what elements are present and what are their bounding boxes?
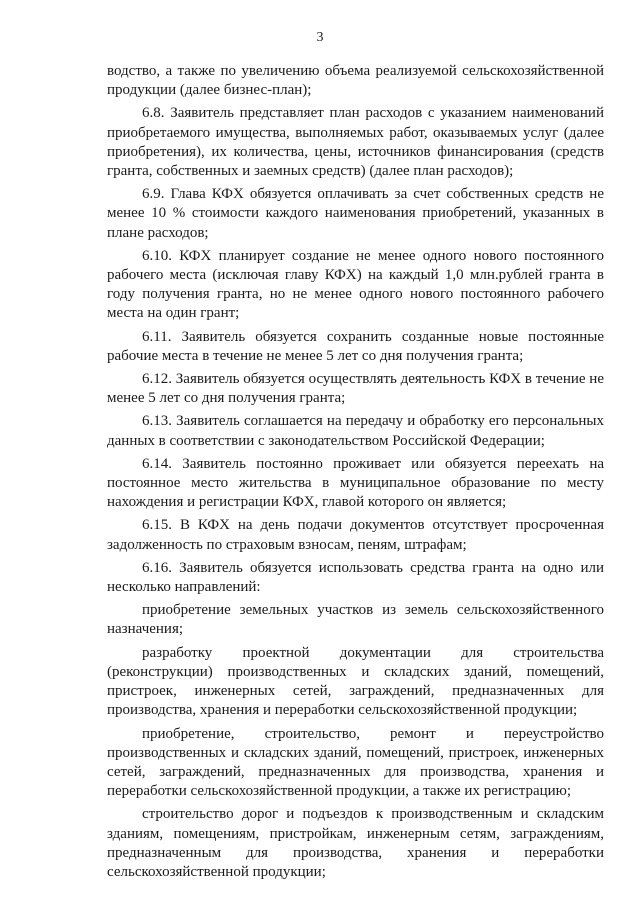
paragraph-6-15: 6.15. В КФХ на день подачи документов отсутствует просроченная задолженность по страховым взносам, пеням, штрафам;	[107, 517, 604, 553]
page-number: 3	[316, 30, 324, 45]
paragraph-6-10: 6.10. КФХ планирует создание не менее одного нового постоянного рабочего места (исключая главу КФХ) на каждый 1,0 млн.рублей гранта в году получения гранта, но не менее одного нового постоянного рабочего места на один грант;	[107, 247, 604, 322]
paragraph-6-12: 6.12. Заявитель обязуется осуществлять деятельность КФХ в течение не менее 5 лет со дня получения гранта;	[107, 371, 604, 407]
paragraph-6-11: 6.11. Заявитель обязуется сохранить созданные новые постоянные рабочие места в течение не менее 5 лет со дня получения гранта;	[107, 328, 604, 364]
paragraph-6-13: 6.13. Заявитель соглашается на передачу и обработку его персональных данных в соответствии с законодательством Российской Федерации;	[107, 413, 604, 449]
paragraph-6-9: 6.9. Глава КФХ обязуется оплачивать за счет собственных средств не менее 10 % стоимости каждого наименования приобретений, указанных в плане расходов;	[107, 186, 604, 241]
paragraph-6-16: 6.16. Заявитель обязуется использовать средства гранта на одно или несколько направлений:	[107, 559, 604, 596]
list-item-construction-repair: приобретение, строительство, ремонт и переустройство производственных и складских зданий, помещений, пристроек, инженерных сетей, заграждений, предназначенных для производства, хранения и переработки сельскохозяйственной продукции, а также их регистрацию;	[107, 725, 604, 800]
list-item-roads: строительство дорог и подъездов к производственным и складским зданиям, помещениям, пристройкам, инженерным сетям, заграждениям, предназначенным для производства, хранения и переработки сельскохозяйственной продукции;	[107, 806, 604, 880]
list-item-land-purchase: приобретение земельных участков из земель сельскохозяйственного назначения;	[107, 602, 604, 638]
paragraph-6-8: 6.8. Заявитель представляет план расходов с указанием наименований приобретаемого имущества, выполняемых работ, оказываемых услуг (далее приобретения), их количества, цены, источников финансирования (средств гранта, собственных и заемных средств) (далее план расходов);	[107, 105, 604, 180]
paragraph-6-14: 6.14. Заявитель постоянно проживает или обязуется переехать на постоянное место жительства в муниципальное образование по месту нахождения и регистрации КФХ, главой которого он является;	[107, 455, 604, 511]
document-body	[107, 62, 604, 886]
list-item-project-documentation: разработку проектной документации для строительства (реконструкции) производственных и складских зданий, помещений, пристроек, инженерных сетей, заграждений, предназначенных для производства, хранения и переработки сельскохозяйственной продукции;	[107, 644, 604, 719]
paragraph-continuation: водство, а также по увеличению объема реализуемой сельскохозяйственной продукции (далее бизнес-план);	[107, 63, 604, 99]
